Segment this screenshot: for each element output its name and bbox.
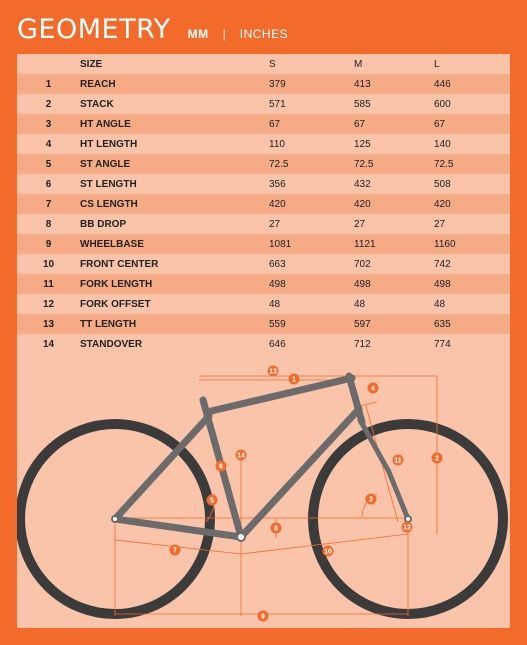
cell-size-s: 420 [269,198,286,210]
svg-text:12: 12 [403,524,411,532]
row-number: 13 [42,318,55,330]
cell-size-l: 446 [434,78,451,90]
page-title: GEOMETRY [17,14,171,45]
cell-size-m: 702 [354,258,371,270]
svg-text:9: 9 [261,613,265,621]
table-row [17,334,510,354]
cell-size-l: 67 [434,118,446,130]
row-measurement-name: REACH [80,78,116,90]
svg-text:11: 11 [394,457,402,465]
cell-size-l: 508 [434,178,451,190]
cell-size-s: 48 [269,298,281,310]
cell-size-l: 420 [434,198,451,210]
bike-geometry-diagram [17,354,510,628]
cell-size-m: 1121 [354,238,376,250]
table-row [17,94,510,114]
svg-text:2: 2 [435,455,439,463]
row-measurement-name: HT LENGTH [80,138,138,150]
cell-size-l: 774 [434,338,451,350]
cell-size-m: 585 [354,98,371,110]
column-header-size: SIZE [80,58,103,70]
row-number: 1 [45,78,52,90]
fork [360,420,408,519]
column-header-number [17,54,80,74]
cell-size-m: 67 [354,118,366,130]
svg-text:14: 14 [237,452,245,460]
unit-separator: | [222,27,226,41]
row-number: 8 [45,218,52,230]
row-measurement-name: ST ANGLE [80,158,131,170]
svg-text:3: 3 [369,496,373,504]
cell-size-s: 498 [269,278,286,290]
table-row [17,254,510,274]
cell-size-s: 646 [269,338,286,350]
table-row [17,294,510,314]
marker-8 [271,523,282,534]
svg-text:13: 13 [269,368,277,376]
cell-size-m: 420 [354,198,371,210]
row-measurement-name: FRONT CENTER [80,258,159,270]
cell-size-s: 67 [269,118,281,130]
svg-text:5: 5 [210,497,214,505]
svg-text:1: 1 [292,376,296,384]
table-row [17,134,510,154]
unit-mm-toggle[interactable]: MM [187,27,209,41]
cell-size-l: 600 [434,98,451,110]
cell-size-l: 1160 [434,238,456,250]
marker-10 [323,546,334,557]
cell-size-m: 72.5 [354,158,374,170]
svg-text:4: 4 [371,385,375,393]
column-header-l: L [434,58,440,70]
cell-size-s: 110 [269,138,285,150]
row-number: 5 [45,158,52,170]
cell-size-l: 72.5 [434,158,454,170]
cell-size-l: 27 [434,218,446,230]
marker-3 [366,494,377,505]
cell-size-l: 140 [434,138,451,150]
cell-size-s: 559 [269,318,286,330]
cell-size-m: 712 [354,338,371,350]
marker-14 [236,450,247,461]
row-measurement-name: STANDOVER [80,338,143,350]
rear-axle [112,516,118,522]
marker-13 [268,366,279,377]
row-number: 2 [45,98,52,110]
row-number: 10 [42,258,55,270]
cell-size-l: 48 [434,298,446,310]
row-number: 7 [45,198,52,210]
cell-size-m: 597 [354,318,371,330]
row-measurement-name: ST LENGTH [80,178,137,190]
svg-text:8: 8 [274,525,278,533]
marker-1 [289,374,300,385]
unit-inches-toggle[interactable]: INCHES [239,27,289,41]
row-measurement-name: TT LENGTH [80,318,137,330]
table-row [17,274,510,294]
row-measurement-name: WHEELBASE [80,238,144,250]
row-number: 14 [42,338,55,350]
front-axle [405,516,411,522]
page-header [17,14,288,54]
marker-4 [368,383,379,394]
svg-text:6: 6 [219,463,223,471]
cell-size-m: 413 [354,78,371,90]
cell-size-m: 432 [354,178,371,190]
table-row [17,154,510,174]
column-header-s: S [269,58,276,70]
row-number: 12 [42,298,55,310]
cell-size-m: 48 [354,298,366,310]
column-header-m: M [354,58,363,70]
cell-size-s: 1081 [269,238,292,250]
cell-size-s: 571 [269,98,286,110]
table-row [17,74,510,94]
cell-size-l: 635 [434,318,451,330]
table-row [17,214,510,234]
table-row [17,194,510,214]
cell-size-s: 72.5 [269,158,289,170]
row-number: 11 [43,278,54,290]
geometry-table [17,54,510,354]
cell-size-m: 125 [354,138,371,150]
table-row [17,234,510,254]
row-measurement-name: FORK OFFSET [80,298,151,310]
bottom-bracket [237,533,245,541]
table-row [17,114,510,134]
cell-size-s: 379 [269,78,286,90]
cell-size-s: 27 [269,218,281,230]
marker-9 [258,611,269,622]
marker-12 [402,522,413,533]
row-number: 9 [45,238,52,250]
marker-11 [393,455,404,466]
marker-2 [432,453,443,464]
bike-diagram-svg [17,354,510,628]
table-row [17,314,510,334]
cell-size-l: 742 [434,258,451,270]
row-measurement-name: CS LENGTH [80,198,138,210]
row-number: 6 [45,178,52,190]
row-number: 4 [45,138,52,150]
cell-size-s: 663 [269,258,286,270]
row-measurement-name: FORK LENGTH [80,278,153,290]
marker-7 [170,545,181,556]
svg-text:10: 10 [324,548,332,556]
table-header-row [17,54,510,74]
marker-5 [207,495,218,506]
row-measurement-name: BB DROP [80,218,127,230]
marker-6 [216,461,227,472]
cell-size-l: 498 [434,278,451,290]
row-measurement-name: STACK [80,98,114,110]
table-row [17,174,510,194]
cell-size-s: 356 [269,178,286,190]
cell-size-m: 27 [354,218,366,230]
svg-text:7: 7 [173,547,177,555]
cell-size-m: 498 [354,278,371,290]
row-number: 3 [45,118,52,130]
row-measurement-name: HT ANGLE [80,118,131,130]
